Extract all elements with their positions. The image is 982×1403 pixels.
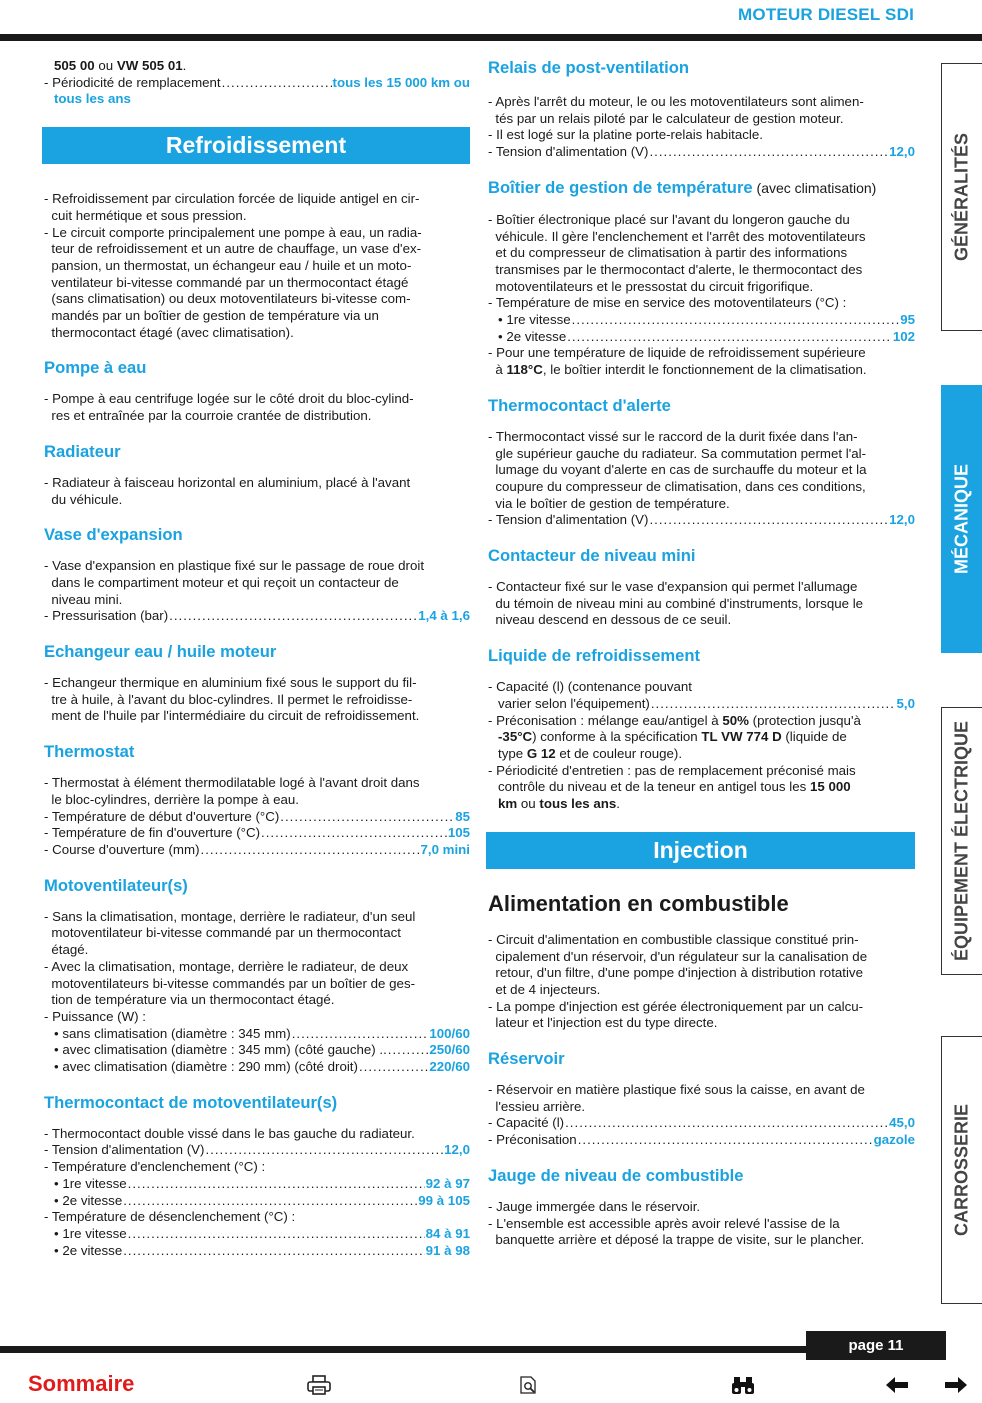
spec-row: • sans climatisation (diamètre : 345 mm) ..... 100/60	[44, 1026, 470, 1043]
text-line: - Thermocontact vissé sur le raccord de la durit fixée dans l'an-	[488, 428, 858, 444]
contacteur-text	[488, 579, 915, 629]
text-line: - Refroidissement par circulation forcée de liquide antigel en cir-	[44, 191, 420, 207]
motoventilateurs-block	[44, 909, 470, 1076]
text-line: - Avec la climatisation, montage, derrière le radiateur, de deux	[44, 958, 409, 974]
heading-thermostat: Thermostat	[44, 742, 135, 762]
section-banner-injection: Injection	[486, 832, 915, 869]
heading-radiateur: Radiateur	[44, 441, 121, 461]
right-column	[488, 58, 915, 1249]
thermostat-block	[44, 775, 470, 859]
text-line: étagé.	[44, 942, 89, 958]
reservoir-block	[488, 1082, 915, 1149]
spec-row: - Température de fin d'ouverture (°C) ..... 105	[44, 825, 470, 842]
text-line: teur de refroidissement et un autre de chauffage, un vase d'ex-	[44, 241, 422, 257]
text-line: lateur et l'injection est du type directe.	[488, 1015, 718, 1031]
text-line: - Boîtier électronique placé sur l'avant du longeron gauche du	[488, 211, 850, 227]
spec-row: • 1re vitesse ..... 92 à 97	[44, 1176, 470, 1193]
text-line: - Le circuit comporte principalement une pompe à eau, un radia-	[44, 224, 422, 240]
text-line: le bloc-cylindres, derrière la pompe à eau.	[44, 791, 299, 807]
heading-pompe: Pompe à eau	[44, 358, 147, 378]
printer-icon[interactable]	[306, 1374, 332, 1396]
text-line: et de 4 injecteurs.	[488, 981, 601, 997]
text-line: gle supérieur gauche du radiateur. Sa commutation permet l'al-	[488, 445, 867, 461]
thermocontact-moto-block: - Thermocontact double vissé dans le bas gauche du radiateur. - Tension d'alimentation (V) ..... 12,0 - Température d'enclenchement (°C) : • 1re vitesse ..... 92 à 97 • 2e vitesse ..... 99 à 105 - Température de désenclenchement (°C) : • 1re vitesse ..... 84 à 91 • 2e vitesse ..... 91 à 98	[44, 1126, 470, 1260]
text-line: - Vase d'expansion en plastique fixé sur le passage de roue droit	[44, 558, 425, 574]
text-line: niveau descend en dessous de ce seuil.	[488, 612, 732, 628]
text-line: - Température de mise en service des motoventilateurs (°C) :	[488, 295, 847, 311]
page-number: page 11	[806, 1331, 946, 1360]
text-line: banquette arrière et déposé la trappe de visite, sur le plancher.	[488, 1232, 865, 1248]
vase-block	[44, 558, 470, 625]
left-column	[44, 58, 470, 1259]
echangeur-text	[44, 675, 470, 725]
refroidissement-text	[44, 191, 470, 341]
arrow-right-icon[interactable]	[943, 1374, 969, 1396]
text-line: tion de température via un thermocontact étagé.	[44, 992, 335, 1008]
text-line: ment de l'huile par l'intermédiaire du circuit de refroidissement.	[44, 708, 420, 724]
text-line: du véhicule.	[44, 491, 123, 507]
text-line: et du compresseur de climatisation à partir des informations	[488, 245, 848, 261]
boitier-block: - Boîtier électronique placé sur l'avant du longeron gauche du véhicule. Il gère l'enclenchement et l'arrêt des motoventilateurs et du compresseur de climatisation à partir des informations transmises par le thermocontact d'alerte, le thermocontact des motoventilateurs et le pressostat du circuit frigorifique. - Température de mise en service des motoventilateurs (°C) : • 1re vitesse ..... 95 • 2e vitesse ..... 102 - Pour une température de liquide de refroidissement supérieure à 118°C, le boîtier interdit le fonctionnement de la climatisation.	[488, 212, 915, 379]
tab-equipement-electrique[interactable]: ÉQUIPEMENT ÉLECTRIQUE	[941, 707, 982, 975]
spec-row: • 2e vitesse ..... 91 à 98	[44, 1243, 470, 1260]
spec-row: - Capacité (l) ..... 45,0	[488, 1115, 915, 1132]
heading-thermocontact-moto: Thermocontact de motoventilateur(s)	[44, 1092, 338, 1112]
text-line: - Réservoir en matière plastique fixé sous la caisse, en avant de	[488, 1082, 865, 1098]
arrow-left-icon[interactable]	[884, 1374, 910, 1396]
spec-row: • 1re vitesse ..... 84 à 91	[44, 1226, 470, 1243]
side-tabs	[941, 0, 982, 1403]
jauge-text	[488, 1199, 915, 1249]
text-line: - Il est logé sur la platine porte-relais habitacle.	[488, 127, 763, 143]
spec-row: - Préconisation ..... gazole	[488, 1132, 915, 1149]
spec-row: • avec climatisation (diamètre : 345 mm) (côté gauche) .. ..... 250/60	[44, 1042, 470, 1059]
text-line: - Thermocontact double vissé dans le bas gauche du radiateur.	[44, 1125, 415, 1141]
heading-alimentation: Alimentation en combustible	[488, 890, 789, 916]
text-line: - Après l'arrêt du moteur, le ou les motoventilateurs sont alimen-	[488, 94, 864, 109]
text-line: - La pompe d'injection est gérée électroniquement par un calcu-	[488, 998, 864, 1014]
spec-row: - Course d'ouverture (mm) ..... 7,0 mini	[44, 842, 470, 859]
spec-row: • 2e vitesse ..... 102	[488, 329, 915, 346]
spec-row: - Tension d'alimentation (V) ..... 12,0	[44, 1142, 470, 1159]
heading-vase: Vase d'expansion	[44, 525, 183, 545]
text-line: l'essieu arrière.	[488, 1098, 586, 1114]
text-line: - Echangeur thermique en aluminium fixé sous le support du fil-	[44, 675, 417, 691]
text-line: thermocontact étagé (avec climatisation).	[44, 324, 294, 340]
text-line: res et entraînée par la courroie crantée de distribution.	[44, 408, 372, 424]
text-line: pansion, un thermostat, un échangeur eau / huile et un moto-	[44, 257, 412, 273]
heading-liquide: Liquide de refroidissement	[488, 646, 701, 666]
alerte-block: - Thermocontact vissé sur le raccord de la durit fixée dans l'an- gle supérieur gauche du radiateur. Sa commutation permet l'al- lumage du voyant d'alerte en cas de surchauffe du moteur et la coupure du compresseur de climatisation, dans ces conditions, via le boîtier de gestion de température. - Tension d'alimentation (V) ..... 12,0	[488, 429, 915, 529]
text-line: véhicule. Il gère l'enclenchement et l'arrêt des motoventilateurs	[488, 228, 866, 244]
text-line: du témoin de niveau mini au combiné d'instruments, lorsque le	[488, 595, 864, 611]
oil-spec-continuation: 505 00 ou VW 505 01. - Périodicité de remplacement ..... tous les 15 000 km ou tous les ans	[44, 58, 470, 108]
text-line: tre à huile, à l'avant du bloc-cylindres. Il permet le refroidisse-	[44, 691, 413, 707]
header-divider	[0, 34, 982, 41]
text-line: transmises par le thermocontact d'alerte, le thermocontact des	[488, 261, 863, 277]
text-line: niveau mini.	[44, 591, 123, 607]
zoom-page-icon[interactable]	[516, 1374, 542, 1396]
text-line: - Thermostat à élément thermodilatable logé à l'avant droit dans	[44, 775, 420, 791]
text-line: - Puissance (W) :	[44, 1008, 146, 1024]
relais-block: - Après l'arrêt du moteur, le ou les motoventilateurs sont alimen- tés par un relais piloté par le calculateur de gestion moteur. - Il est logé sur la platine porte-relais habitacle. - Tension d'alimentation (V) ..... 12,0	[488, 94, 915, 161]
text-line: (sans climatisation) ou deux motoventilateurs bi-vitesse com-	[44, 291, 411, 307]
spec-row: • avec climatisation (diamètre : 290 mm) (côté droit) ..... 220/60	[44, 1059, 470, 1076]
liquide-block: - Capacité (l) (contenance pouvant varier selon l'équipement) ..... 5,0 - Préconisation : mélange eau/antigel à 50% (protection jusqu'à -35°C) conforme à la spécification TL VW 774 D (liquide de type G 12 et de couleur rouge). - Périodicité d'entretien : pas de remplacement préconisé mais contrôle du niveau et de la teneur en antigel tous les 15 000 km ou tous les ans.	[488, 679, 915, 813]
sommaire-link[interactable]: Sommaire	[28, 1371, 135, 1396]
heading-thermocontact-alerte: Thermocontact d'alerte	[488, 395, 671, 415]
text-line: via le boîtier de gestion de température.	[488, 495, 730, 511]
heading-relais: Relais de post-ventilation	[488, 58, 690, 77]
radiateur-text	[44, 475, 470, 508]
heading-jauge: Jauge de niveau de combustible	[488, 1165, 744, 1185]
text-line: - Radiateur à faisceau horizontal en aluminium, placé à l'avant	[44, 474, 411, 490]
heading-contacteur: Contacteur de niveau mini	[488, 546, 696, 566]
heading-reservoir: Réservoir	[488, 1049, 565, 1069]
text-line: lumage du voyant d'alerte en cas de surchauffe du moteur et la	[488, 462, 867, 478]
heading-boitier: Boîtier de gestion de température (avec climatisation)	[488, 177, 877, 197]
text-line: motoventilateur bi-vitesse commandé par un thermocontact	[44, 925, 401, 941]
spec-row: - Température de début d'ouverture (°C) ..... 85	[44, 809, 470, 826]
text-line: coupure du compresseur de climatisation, dans ces conditions,	[488, 478, 866, 494]
text-line: - Circuit d'alimentation en combustible classique constitué prin-	[488, 931, 859, 947]
footer-divider	[0, 1346, 810, 1353]
text-line: dans le compartiment moteur et qui reçoit un contacteur de	[44, 574, 399, 590]
text-line: tés par un relais piloté par le calculateur de gestion moteur.	[488, 110, 844, 126]
heading-motoventilateurs: Motoventilateur(s)	[44, 875, 188, 895]
page-header	[0, 0, 982, 44]
text-line: - L'ensemble est accessible après avoir relevé l'assise de la	[488, 1215, 840, 1231]
text-line: retour, d'un filtre, d'une pompe d'injection à distribution rotative	[488, 965, 863, 981]
spec-row: • 2e vitesse ..... 99 à 105	[44, 1193, 470, 1210]
heading-echangeur: Echangeur eau / huile moteur	[44, 642, 277, 662]
text-line: cuit hermétique et sous pression.	[44, 207, 247, 223]
pompe-text	[44, 391, 470, 424]
text-line: - Jauge immergée dans le réservoir.	[488, 1198, 701, 1214]
section-banner-refroidissement: Refroidissement	[42, 127, 470, 164]
spec-row: • 1re vitesse ..... 95	[488, 312, 915, 329]
tab-carrosserie[interactable]: CARROSSERIE	[941, 1036, 982, 1304]
text-line: ventilateur bi-vitesse commandé par un thermocontact étagé	[44, 274, 409, 290]
text-line: - Contacteur fixé sur le vase d'expansion qui permet l'allumage	[488, 579, 858, 595]
tab-mecanique[interactable]: MÉCANIQUE	[941, 385, 982, 653]
alimentation-text	[488, 932, 915, 1032]
text-line: cipalement d'un réservoir, d'un régulateur sur la canalisation de	[488, 948, 868, 964]
text-line: mandés par un boîtier de gestion de température via un	[44, 308, 379, 324]
page-header-title: MOTEUR DIESEL SDI	[738, 5, 914, 24]
binoculars-icon[interactable]	[730, 1374, 756, 1396]
spec-pressurisation: - Pressurisation (bar) ..... 1,4 à 1,6	[44, 608, 470, 625]
text-line: motoventilateurs bi-vitesse commandés par un boîtier de ges-	[44, 975, 416, 991]
text-line: - Pompe à eau centrifuge logée sur le côté droit du bloc-cylind-	[44, 391, 414, 407]
text-line: motoventilateurs et le pressostat du circuit frigorifique.	[488, 278, 814, 294]
text-line: - Sans la climatisation, montage, derrière le radiateur, d'un seul	[44, 908, 416, 924]
tab-generalites[interactable]: GÉNÉRALITÉS	[941, 63, 982, 331]
